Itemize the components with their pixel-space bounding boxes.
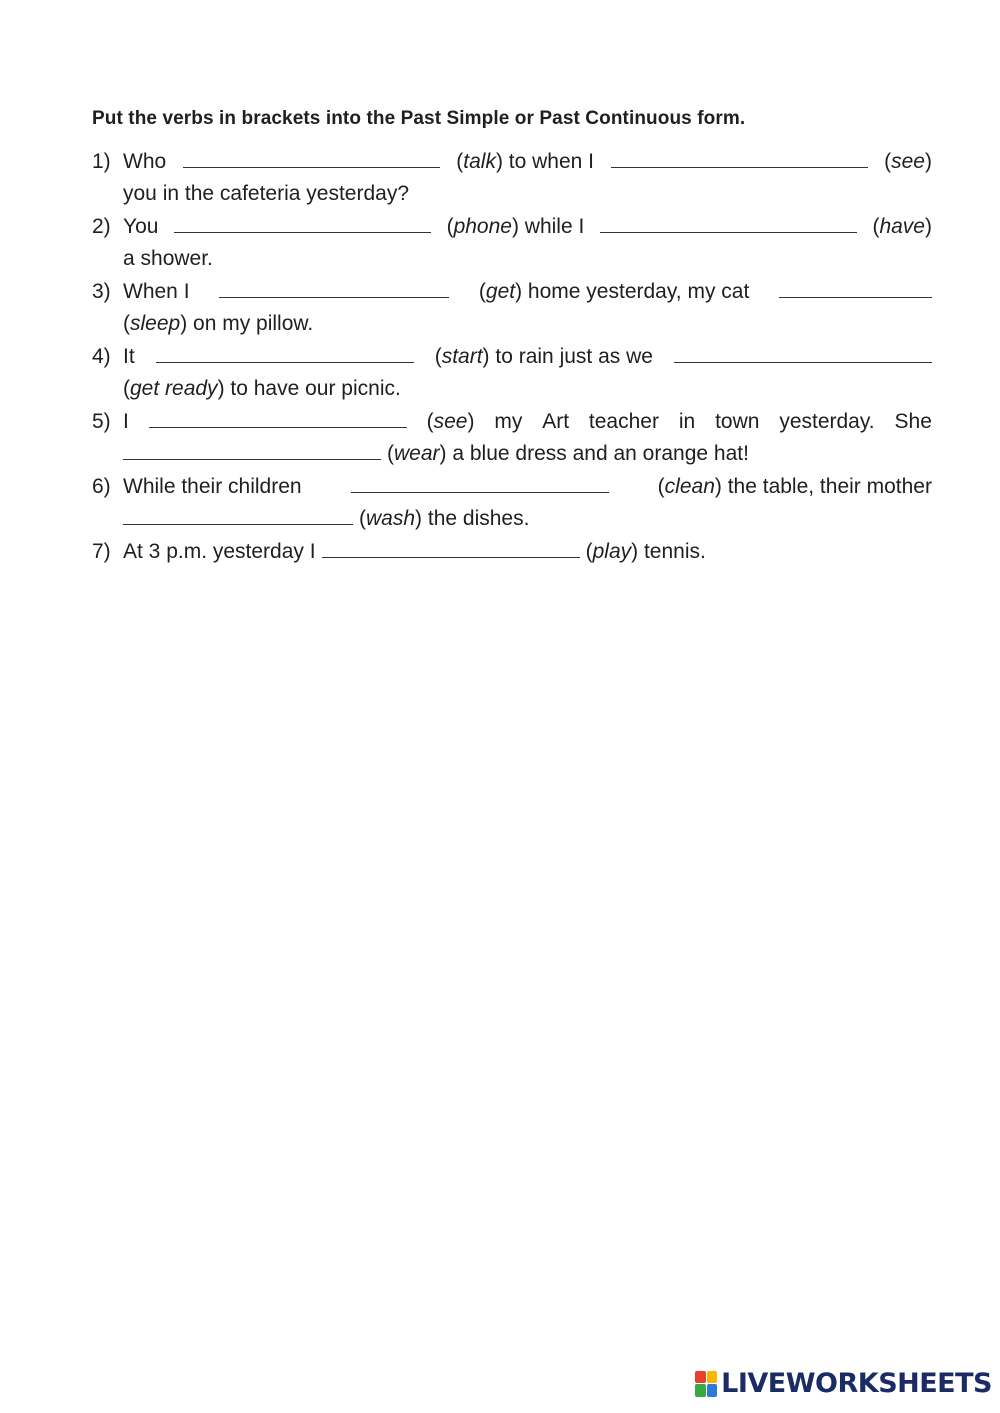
answer-blank-1b[interactable] xyxy=(611,147,868,168)
answer-blank-3b[interactable] xyxy=(779,277,932,298)
answer-blank-6a[interactable] xyxy=(351,472,609,493)
exercise-item-3: 3) When I (get) home yesterday, my cat (sleep) on my pillow. xyxy=(92,276,932,340)
verb-hint: sleep xyxy=(130,312,181,335)
verb-hint: get ready xyxy=(130,377,218,400)
exercise-item-6: 6) While their children (clean) the table, their mother (wash) the dishes. xyxy=(92,471,932,535)
item-text: At 3 p.m. yesterday I xyxy=(123,540,316,563)
verb-hint: clean xyxy=(664,475,715,498)
exercise-item-2: 2) You (phone) while I (have) a shower. xyxy=(92,211,932,275)
answer-blank-5b[interactable] xyxy=(123,439,381,460)
item-number: 3) xyxy=(92,280,111,303)
answer-blank-5a[interactable] xyxy=(149,407,407,428)
answer-blank-4b[interactable] xyxy=(674,342,932,363)
liveworksheets-logo-icon xyxy=(695,1371,717,1397)
verb-hint: have xyxy=(879,215,925,238)
exercise-item-1: 1) Who (talk) to when I (see) you in the cafeteria yesterday? xyxy=(92,146,932,210)
item-text: When I xyxy=(123,280,190,303)
item-word: yesterday. xyxy=(779,410,875,433)
item-text: You xyxy=(123,215,159,238)
verb-hint: talk xyxy=(463,150,496,173)
item-number: 4) xyxy=(92,345,111,368)
item-text: It xyxy=(123,345,135,368)
item-number: 6) xyxy=(92,475,111,498)
item-word: Art xyxy=(542,410,570,433)
item-text: Who xyxy=(123,150,167,173)
item-number: 1) xyxy=(92,150,111,173)
item-number: 7) xyxy=(92,540,111,563)
answer-blank-7a[interactable] xyxy=(322,537,580,558)
answer-blank-3a[interactable] xyxy=(219,277,449,298)
verb-hint: wear xyxy=(394,442,440,465)
answer-blank-1a[interactable] xyxy=(183,147,440,168)
answer-blank-2a[interactable] xyxy=(174,212,431,233)
verb-hint: see xyxy=(891,150,925,173)
exercise-item-4: 4) It (start) to rain just as we (get ready) to have our picnic. xyxy=(92,341,932,405)
verb-hint: see xyxy=(433,410,468,433)
exercise-item-7: 7) At 3 p.m. yesterday I (play) tennis. xyxy=(92,536,932,568)
exercise-list xyxy=(92,146,932,569)
item-text: a shower. xyxy=(123,247,213,270)
verb-hint: play xyxy=(592,540,632,563)
item-word: in xyxy=(678,410,696,433)
verb-hint: wash xyxy=(366,507,416,530)
instruction-heading: Put the verbs in brackets into the Past Simple or Past Continuous form. xyxy=(92,108,746,129)
answer-blank-4a[interactable] xyxy=(156,342,414,363)
item-word: She xyxy=(894,410,932,433)
item-text: you in the cafeteria yesterday? xyxy=(123,182,410,205)
answer-blank-6b[interactable] xyxy=(123,504,353,525)
answer-blank-2b[interactable] xyxy=(600,212,857,233)
item-text: I xyxy=(123,410,129,433)
liveworksheets-logo xyxy=(695,1368,992,1399)
item-word: town xyxy=(715,410,760,433)
item-number: 5) xyxy=(92,410,111,433)
item-text: While their children xyxy=(123,475,302,498)
item-number: 2) xyxy=(92,215,111,238)
exercise-item-5: 5) I (see) my Art teacher in town yesterday. She (wear) a blue dress and an orange hat! xyxy=(92,406,932,470)
logo-text: LIVEWORKSHEETS xyxy=(721,1368,992,1399)
verb-hint: phone xyxy=(453,215,512,238)
verb-hint: start xyxy=(441,345,483,368)
item-word: teacher xyxy=(588,410,659,433)
item-word: my xyxy=(494,410,523,433)
verb-hint: get xyxy=(485,280,516,303)
